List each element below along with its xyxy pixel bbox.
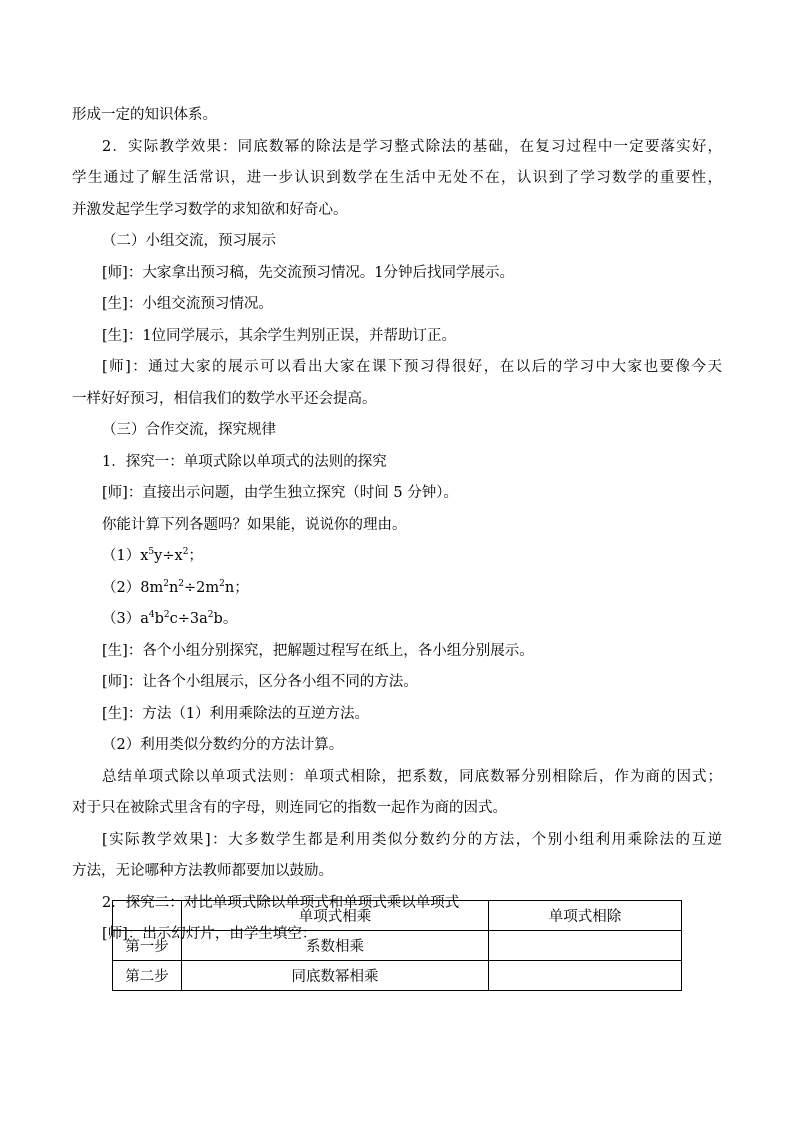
dialogue-line: [师]：直接出示问题，由学生独立探究（时间 5 分钟）。 [102, 485, 459, 501]
paragraph: 总结单项式除以单项式法则：单项式相除，把系数，同底数幂分别相除后，作为商的因式； [102, 768, 722, 785]
paragraph: 并激发起学生学习数学的求知欲和好奇心。 [72, 201, 348, 218]
paragraph: 方法，无论哪种方法教师都要加以鼓励。 [72, 863, 333, 879]
table-cell: 第一步 [113, 931, 182, 961]
table-cell: 系数相乘 [182, 931, 489, 961]
dialogue-line: [生]：1位同学展示，其余学生判别正误，并帮助订正。 [102, 327, 457, 344]
table-row [113, 931, 682, 961]
dialogue-line: 一样好好预习，相信我们的数学水平还会提高。 [72, 390, 377, 407]
paragraph: 2．实际教学效果：同底数幂的除法是学习整式除法的基础，在复习过程中一定要落实好， [102, 138, 722, 155]
document-body [72, 100, 722, 951]
paragraph: 你能计算下列各题吗？如果能，说说你的理由。 [102, 516, 407, 533]
dialogue-line: [师]：通过大家的展示可以看出大家在课下预习得很好，在以后的学习中大家也要像今天 [102, 359, 722, 375]
subsection-heading: 1．探究一：单项式除以单项式的法则的探究 [102, 453, 387, 470]
paragraph: 形成一定的知识体系。 [72, 107, 217, 123]
table-cell: 同底数幂相乘 [182, 961, 489, 991]
table-header-row [113, 901, 682, 931]
exercise-item: $(2)8m^2n^2\div 2m^2n$； [102, 578, 249, 596]
table-cell [489, 931, 682, 961]
table-cell: 单项式相除 [489, 901, 682, 931]
table-cell: 第二步 [113, 961, 182, 991]
paragraph: [实际教学效果]：大多数学生都是利用类似分数约分的方法，个别小组利用乘除法的互逆 [102, 831, 722, 848]
paragraph: 对于只在被除式里含有的字母，则连同它的指数一起作为商的因式。 [72, 800, 507, 816]
subsection-heading: 2．探究二：对比单项式除以单项式和单项式乘以单项式 [102, 894, 460, 911]
section-heading: （二）小组交流，预习展示 [102, 233, 276, 249]
dialogue-line: （2）利用类似分数约分的方法计算。 [102, 737, 344, 753]
exercise-item: $(3)a^4b^2c\div 3a^2b$。 [102, 610, 238, 627]
dialogue-line: [生]：方法（1）利用乘除法的互逆方法。 [102, 705, 370, 722]
comparison-table [112, 900, 682, 991]
table-cell: 单项式相乘 [182, 901, 489, 931]
table-cell [113, 901, 182, 931]
exercise-item: $(1)x^5y\div x^2$； [102, 547, 203, 564]
table-row [113, 961, 682, 991]
dialogue-line: [师]：让各个小组展示，区分各小组不同的方法。 [102, 674, 418, 690]
dialogue-line: [生]：各个小组分别探究，把解题过程写在纸上，各小组分别展示。 [102, 642, 534, 659]
dialogue-line: [师]：出示幻灯片，由学生填空： [102, 926, 317, 942]
dialogue-line: [师]：大家拿出预习稿，先交流预习情况。1分钟后找同学展示。 [102, 264, 515, 281]
dialogue-line: [生]：小组交流预习情况。 [102, 296, 273, 312]
section-heading: （三）合作交流，探究规律 [102, 422, 276, 438]
paragraph: 学生通过了解生活常识，进一步认识到数学在生活中无处不在，认识到了学习数学的重要性， [72, 170, 722, 186]
table-cell [489, 961, 682, 991]
